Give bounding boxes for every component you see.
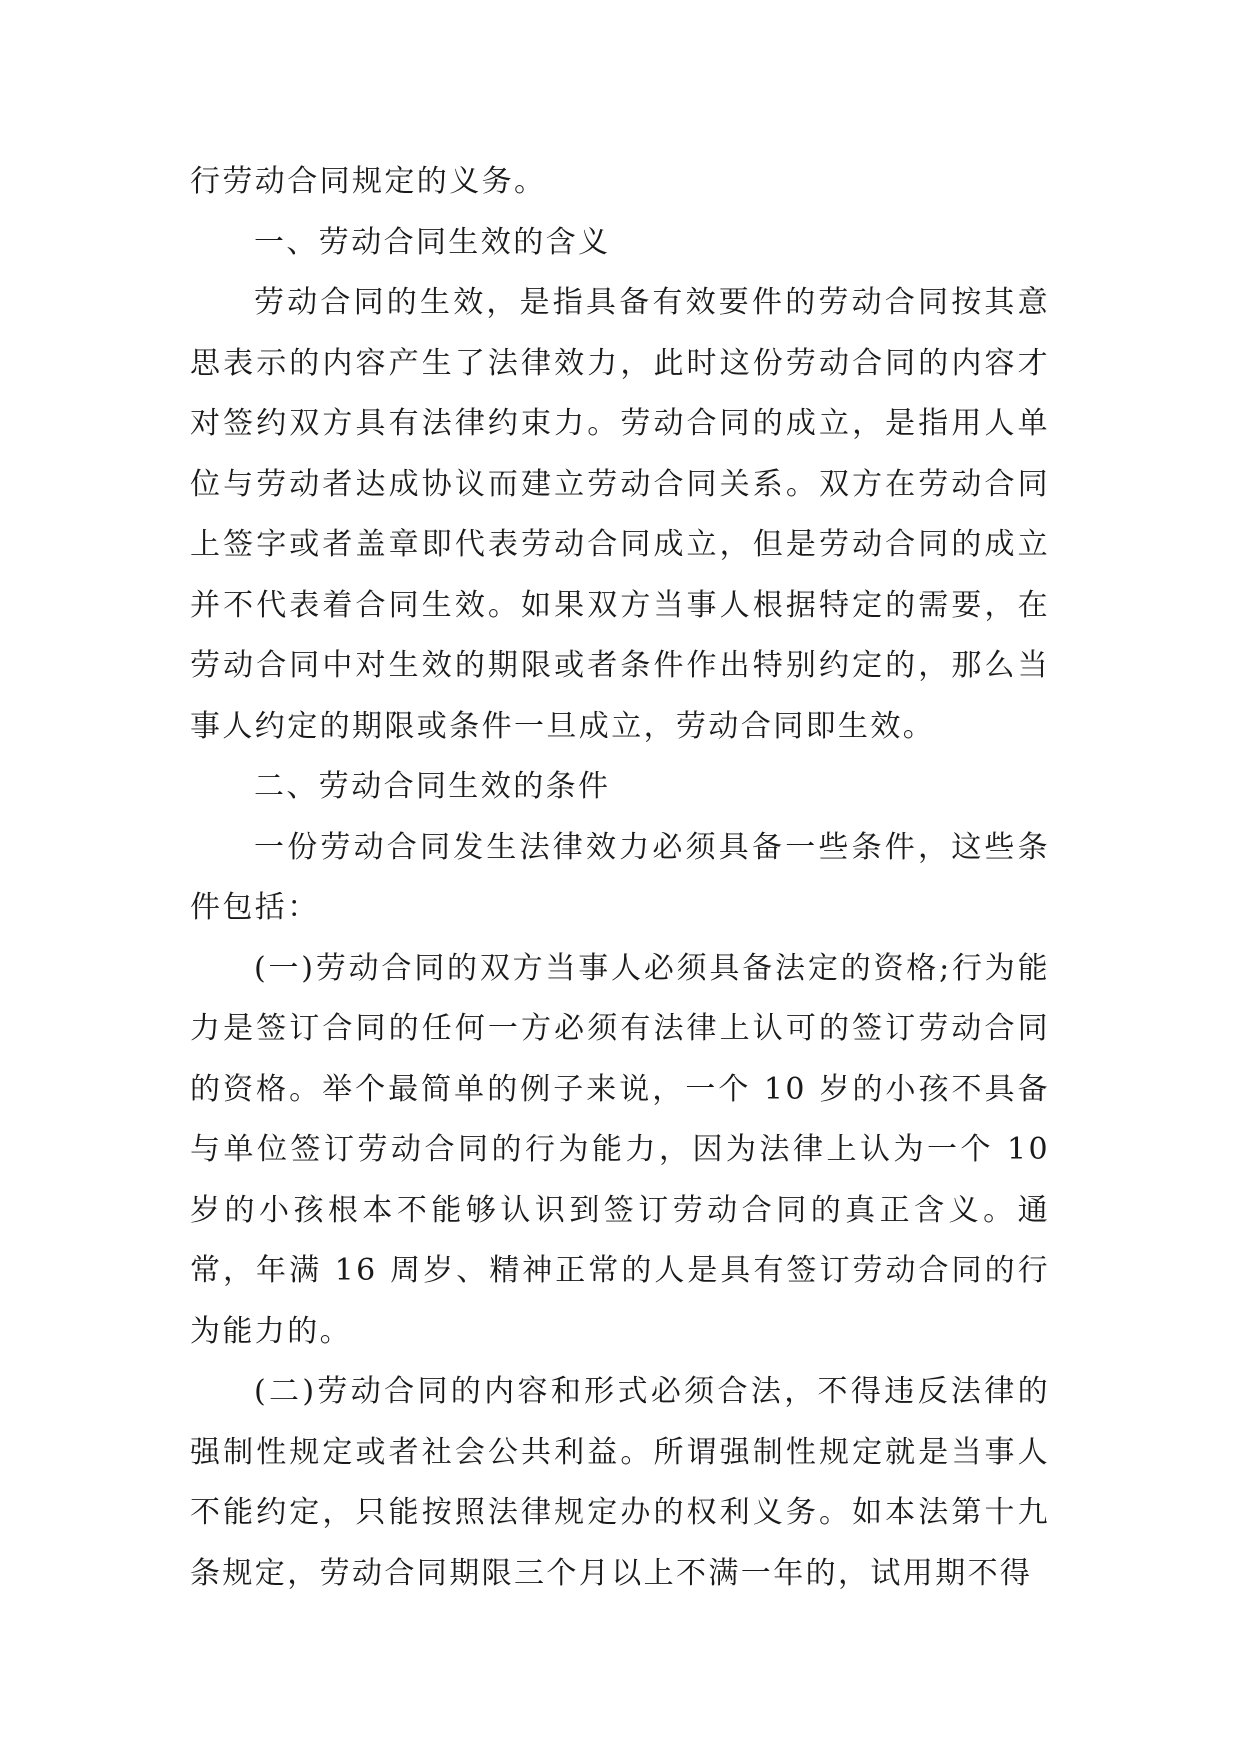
paragraph-condition-1: (一)劳动合同的双方当事人必须具备法定的资格;行为能力是签订合同的任何一方必须有法律上认可的签订劳动合同的资格。举个最简单的例子来说，一个 10 岁的小孩不具备与单位签订劳动合同的行为能力，因为法律上认为一个 10 岁的小孩根本不能够认识到签订劳动合同的真正含义。通常，年满 16 周岁、精神正常的人是具有签订劳动合同的行为能力的。 [190,950,1050,1349]
paragraph-condition-2: (二)劳动合同的内容和形式必须合法，不得违反法律的强制性规定或者社会公共利益。所谓强制性规定就是当事人不能约定，只能按照法律规定办的权利义务。如本法第十九条规定，劳动合同期限三个月以上不满一年的，试用期不得 [190,1374,1050,1591]
section-heading-1: 一、劳动合同生效的含义 [254,224,611,260]
section-heading-2: 二、劳动合同生效的条件 [254,769,611,804]
document-body [190,152,1050,1604]
paragraph-continuation: 行劳动合同规定的义务。 [190,164,547,199]
paragraph-conditions-intro: 一份劳动合同发生法律效力必须具备一些条件，这些条件包括： [190,829,1050,925]
paragraph-definition: 劳动合同的生效，是指具备有效要件的劳动合同按其意思表示的内容产生了法律效力，此时这份劳动合同的内容才对签约双方具有法律约束力。劳动合同的成立，是指用人单位与劳动者达成协议而建立劳动合同关系。双方在劳动合同上签字或者盖章即代表劳动合同成立，但是劳动合同的成立并不代表着合同生效。如果双方当事人根据特定的需要，在劳动合同中对生效的期限或者条件作出特别约定的，那么当事人约定的期限或条件一旦成立，劳动合同即生效。 [190,285,1050,744]
